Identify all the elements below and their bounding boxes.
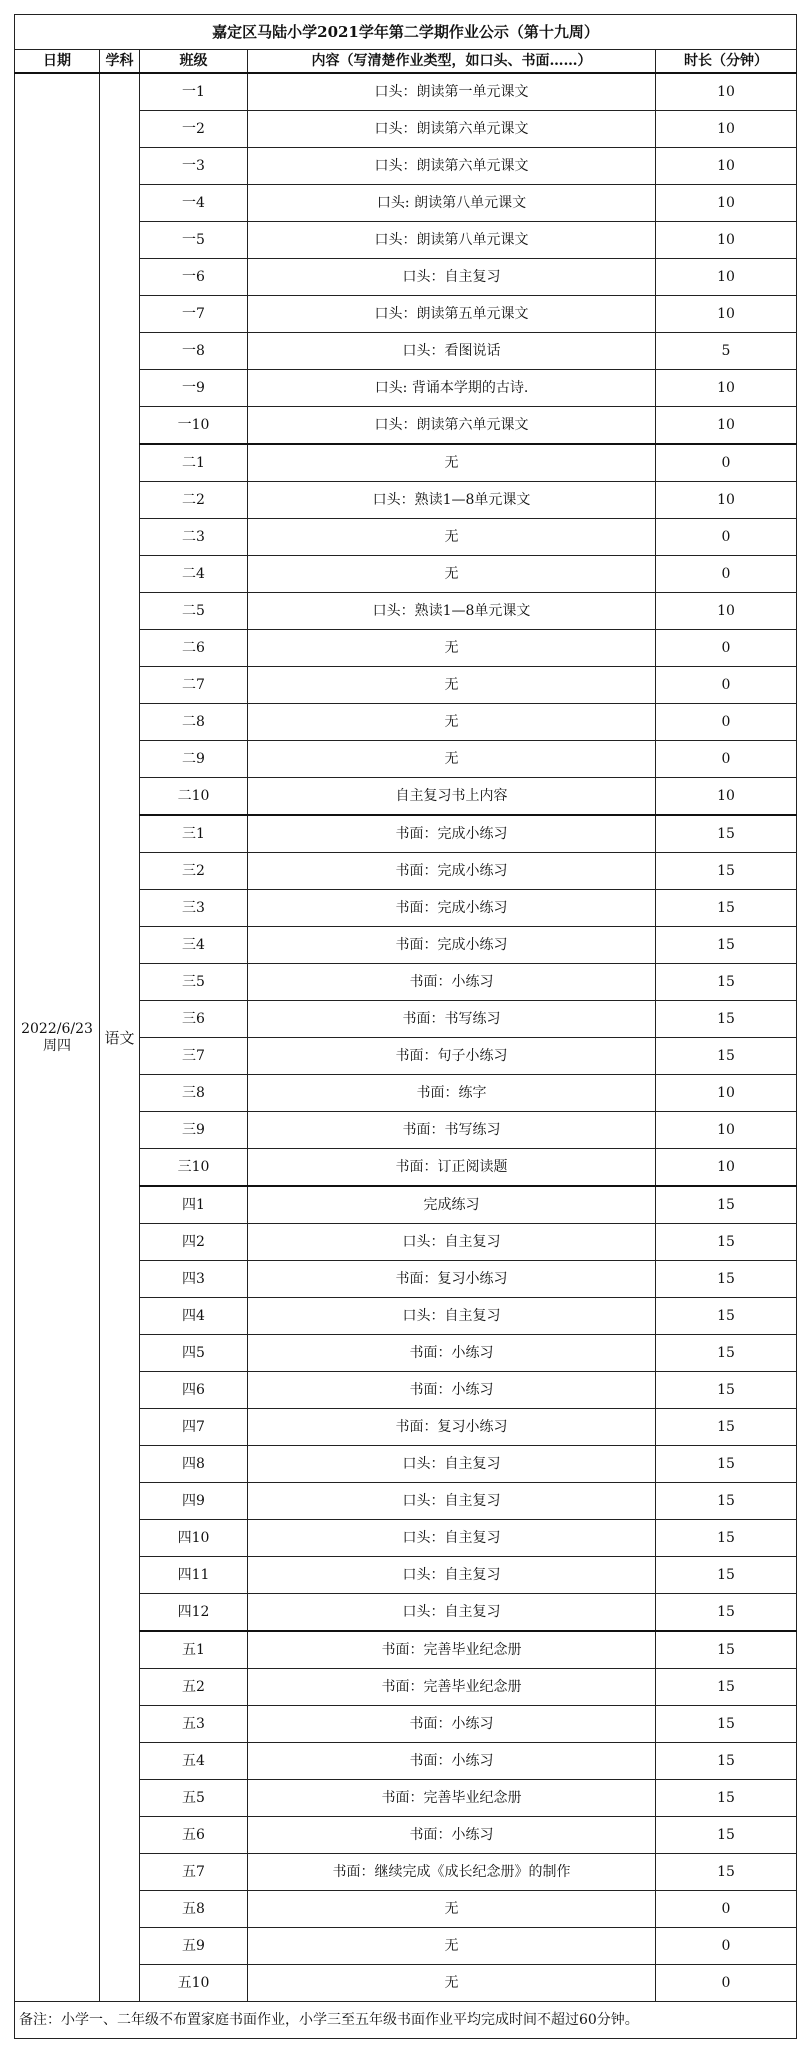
class-cell: 四3 (140, 1261, 248, 1298)
header-row (15, 50, 797, 74)
class-cell: 一4 (140, 185, 248, 222)
duration-cell: 0 (656, 704, 797, 741)
note-row (15, 2002, 797, 2039)
duration-cell: 15 (656, 1706, 797, 1743)
duration-cell: 15 (656, 1038, 797, 1075)
duration-cell: 15 (656, 1483, 797, 1520)
duration-cell: 10 (656, 259, 797, 296)
header-duration: 时长（分钟） (656, 50, 797, 74)
content-cell: 书面：书写练习 (248, 1001, 656, 1038)
content-cell: 无 (248, 630, 656, 667)
weekday-line: 周四 (43, 1037, 71, 1054)
class-cell: 二3 (140, 519, 248, 556)
content-cell: 口头：熟读1—8单元课文 (248, 593, 656, 630)
duration-cell: 10 (656, 73, 797, 111)
duration-cell: 15 (656, 853, 797, 890)
class-cell: 四9 (140, 1483, 248, 1520)
duration-cell: 15 (656, 1224, 797, 1261)
duration-cell: 15 (656, 1854, 797, 1891)
content-cell: 口头：朗读第五单元课文 (248, 296, 656, 333)
footnote: 备注：小学一、二年级不布置家庭书面作业，小学三至五年级书面作业平均完成时间不超过60分钟。 (15, 2002, 797, 2039)
duration-cell: 15 (656, 890, 797, 927)
duration-cell: 15 (656, 1186, 797, 1224)
content-cell: 书面：小练习 (248, 1372, 656, 1409)
class-cell: 五1 (140, 1631, 248, 1669)
class-cell: 三6 (140, 1001, 248, 1038)
duration-cell: 0 (656, 1928, 797, 1965)
content-cell: 自主复习书上内容 (248, 778, 656, 816)
class-cell: 一2 (140, 111, 248, 148)
content-cell: 口头：朗读第一单元课文 (248, 73, 656, 111)
duration-cell: 0 (656, 444, 797, 482)
date-cell (15, 73, 100, 2002)
content-cell: 口头：自主复习 (248, 1446, 656, 1483)
content-cell: 书面：小练习 (248, 1335, 656, 1372)
content-cell: 口头：自主复习 (248, 1594, 656, 1632)
duration-cell: 10 (656, 370, 797, 407)
class-cell: 二9 (140, 741, 248, 778)
duration-cell: 15 (656, 1409, 797, 1446)
homework-table (14, 14, 797, 2039)
duration-cell: 0 (656, 667, 797, 704)
content-cell: 口头：自主复习 (248, 1224, 656, 1261)
class-cell: 二5 (140, 593, 248, 630)
class-cell: 一9 (140, 370, 248, 407)
header-date: 日期 (15, 50, 100, 74)
content-cell: 书面：完善毕业纪念册 (248, 1631, 656, 1669)
duration-cell: 15 (656, 1669, 797, 1706)
class-cell: 三9 (140, 1112, 248, 1149)
title-row (15, 15, 797, 50)
duration-cell: 15 (656, 1817, 797, 1854)
class-cell: 一6 (140, 259, 248, 296)
class-cell: 四5 (140, 1335, 248, 1372)
content-cell: 书面：完成小练习 (248, 853, 656, 890)
class-cell: 四2 (140, 1224, 248, 1261)
content-cell: 书面：练字 (248, 1075, 656, 1112)
content-cell: 口头：自主复习 (248, 1298, 656, 1335)
class-cell: 三2 (140, 853, 248, 890)
content-cell: 无 (248, 444, 656, 482)
date-line: 2022/6/23 (21, 1020, 93, 1037)
class-cell: 四6 (140, 1372, 248, 1409)
content-cell: 口头: 背诵本学期的古诗. (248, 370, 656, 407)
header-subject: 学科 (100, 50, 140, 74)
duration-cell: 0 (656, 1891, 797, 1928)
class-cell: 二10 (140, 778, 248, 816)
class-cell: 四10 (140, 1520, 248, 1557)
duration-cell: 10 (656, 482, 797, 519)
duration-cell: 10 (656, 1149, 797, 1187)
header-class: 班级 (140, 50, 248, 74)
duration-cell: 10 (656, 407, 797, 445)
duration-cell: 10 (656, 593, 797, 630)
class-cell: 二8 (140, 704, 248, 741)
duration-cell: 15 (656, 1557, 797, 1594)
header-content: 内容（写清楚作业类型，如口头、书面……） (248, 50, 656, 74)
content-cell: 口头：自主复习 (248, 1520, 656, 1557)
duration-cell: 15 (656, 1001, 797, 1038)
content-cell: 书面：小练习 (248, 1817, 656, 1854)
class-cell: 五5 (140, 1780, 248, 1817)
content-cell: 无 (248, 556, 656, 593)
content-cell: 口头：看图说话 (248, 333, 656, 370)
content-cell: 口头: 朗读第八单元课文 (248, 185, 656, 222)
content-cell: 书面：完善毕业纪念册 (248, 1669, 656, 1706)
class-cell: 一7 (140, 296, 248, 333)
class-cell: 四11 (140, 1557, 248, 1594)
content-cell: 书面：复习小练习 (248, 1409, 656, 1446)
content-cell: 口头：朗读第六单元课文 (248, 111, 656, 148)
duration-cell: 10 (656, 185, 797, 222)
content-cell: 书面：句子小练习 (248, 1038, 656, 1075)
class-cell: 四1 (140, 1186, 248, 1224)
duration-cell: 15 (656, 1372, 797, 1409)
duration-cell: 15 (656, 1520, 797, 1557)
duration-cell: 0 (656, 1965, 797, 2002)
content-cell: 无 (248, 741, 656, 778)
content-cell: 无 (248, 1965, 656, 2002)
content-cell: 书面：订正阅读题 (248, 1149, 656, 1187)
class-cell: 三3 (140, 890, 248, 927)
duration-cell: 15 (656, 1335, 797, 1372)
duration-cell: 10 (656, 148, 797, 185)
content-cell: 口头：自主复习 (248, 1483, 656, 1520)
content-cell: 书面：完成小练习 (248, 890, 656, 927)
class-cell: 五3 (140, 1706, 248, 1743)
subject-cell: 语文 (100, 73, 140, 2002)
duration-cell: 10 (656, 222, 797, 259)
duration-cell: 5 (656, 333, 797, 370)
class-cell: 二1 (140, 444, 248, 482)
class-cell: 二6 (140, 630, 248, 667)
content-cell: 无 (248, 667, 656, 704)
duration-cell: 15 (656, 1298, 797, 1335)
class-cell: 四8 (140, 1446, 248, 1483)
duration-cell: 15 (656, 1743, 797, 1780)
class-cell: 一8 (140, 333, 248, 370)
content-cell: 书面：完成小练习 (248, 815, 656, 853)
duration-cell: 15 (656, 1594, 797, 1632)
class-cell: 五2 (140, 1669, 248, 1706)
class-cell: 一5 (140, 222, 248, 259)
class-cell: 五7 (140, 1854, 248, 1891)
duration-cell: 10 (656, 1075, 797, 1112)
duration-cell: 15 (656, 927, 797, 964)
content-cell: 口头：朗读第六单元课文 (248, 407, 656, 445)
class-cell: 四4 (140, 1298, 248, 1335)
content-cell: 无 (248, 1928, 656, 1965)
page-title: 嘉定区马陆小学2021学年第二学期作业公示（第十九周） (15, 15, 797, 50)
class-cell: 五8 (140, 1891, 248, 1928)
content-cell: 书面：继续完成《成长纪念册》的制作 (248, 1854, 656, 1891)
content-cell: 口头：自主复习 (248, 259, 656, 296)
duration-cell: 0 (656, 556, 797, 593)
content-cell: 口头：朗读第六单元课文 (248, 148, 656, 185)
class-cell: 三10 (140, 1149, 248, 1187)
duration-cell: 10 (656, 1112, 797, 1149)
class-cell: 四7 (140, 1409, 248, 1446)
content-cell: 书面：完善毕业纪念册 (248, 1780, 656, 1817)
duration-cell: 15 (656, 1780, 797, 1817)
content-cell: 书面：复习小练习 (248, 1261, 656, 1298)
class-cell: 四12 (140, 1594, 248, 1632)
content-cell: 书面：书写练习 (248, 1112, 656, 1149)
class-cell: 二4 (140, 556, 248, 593)
duration-cell: 10 (656, 111, 797, 148)
duration-cell: 10 (656, 296, 797, 333)
duration-cell: 15 (656, 1446, 797, 1483)
class-cell: 三4 (140, 927, 248, 964)
content-cell: 书面：完成小练习 (248, 927, 656, 964)
content-cell: 口头：熟读1—8单元课文 (248, 482, 656, 519)
class-cell: 一1 (140, 73, 248, 111)
content-cell: 口头：朗读第八单元课文 (248, 222, 656, 259)
class-cell: 三5 (140, 964, 248, 1001)
duration-cell: 0 (656, 630, 797, 667)
duration-cell: 15 (656, 1261, 797, 1298)
duration-cell: 0 (656, 741, 797, 778)
class-cell: 一10 (140, 407, 248, 445)
content-cell: 书面：小练习 (248, 1743, 656, 1780)
content-cell: 完成练习 (248, 1186, 656, 1224)
class-cell: 五6 (140, 1817, 248, 1854)
class-cell: 一3 (140, 148, 248, 185)
content-cell: 无 (248, 704, 656, 741)
content-cell: 书面：小练习 (248, 964, 656, 1001)
content-cell: 书面：小练习 (248, 1706, 656, 1743)
class-cell: 二7 (140, 667, 248, 704)
duration-cell: 0 (656, 519, 797, 556)
class-cell: 三7 (140, 1038, 248, 1075)
duration-cell: 10 (656, 778, 797, 816)
class-cell: 三8 (140, 1075, 248, 1112)
class-cell: 五9 (140, 1928, 248, 1965)
content-cell: 无 (248, 1891, 656, 1928)
class-cell: 五4 (140, 1743, 248, 1780)
content-cell: 无 (248, 519, 656, 556)
class-cell: 五10 (140, 1965, 248, 2002)
content-cell: 口头：自主复习 (248, 1557, 656, 1594)
table-row (15, 73, 797, 111)
duration-cell: 15 (656, 1631, 797, 1669)
duration-cell: 15 (656, 964, 797, 1001)
duration-cell: 15 (656, 815, 797, 853)
class-cell: 三1 (140, 815, 248, 853)
class-cell: 二2 (140, 482, 248, 519)
